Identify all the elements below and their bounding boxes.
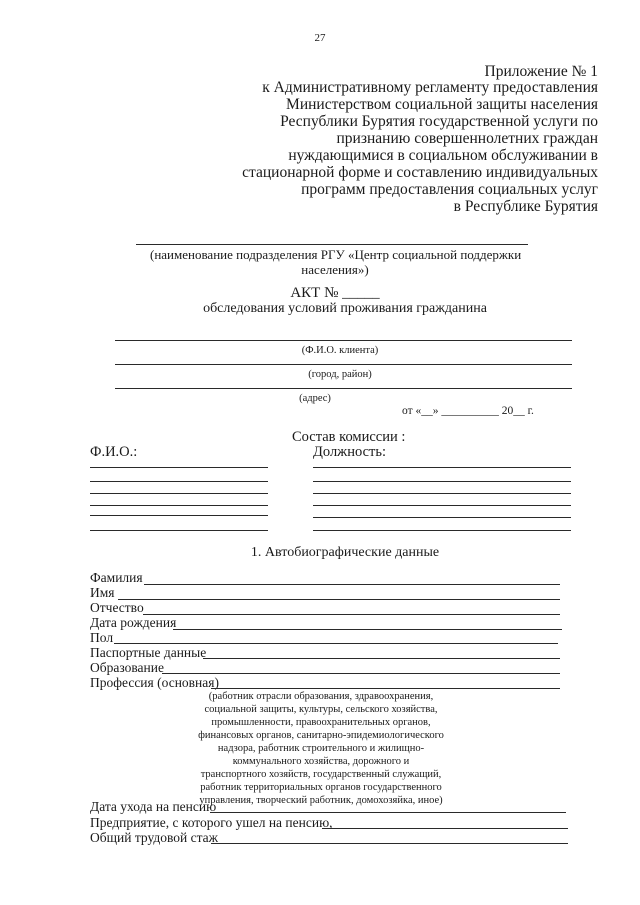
- profession-note: надзора, работник строительного и жилищно-: [217, 743, 425, 754]
- commission-fio-line: [90, 530, 268, 531]
- work-experience-label: Общий трудовой стаж: [90, 830, 218, 845]
- commission-fio-line: [90, 467, 268, 468]
- name-label: Имя: [90, 585, 115, 600]
- education-line: [162, 673, 560, 674]
- appendix-title: Приложение № 1: [484, 63, 598, 80]
- appendix-line: Республики Бурятия государственной услуги по: [280, 113, 598, 130]
- commission-position-line: [313, 467, 571, 468]
- passport-label: Паспортные данные: [90, 645, 207, 660]
- profession-note: социальной защиты, культуры, сельского хозяйства,: [204, 704, 438, 715]
- commission-fio-line: [90, 493, 268, 494]
- org-caption: (наименование подразделения РГУ «Центр социальной поддержки: [150, 247, 522, 262]
- commission-fio-line: [90, 515, 268, 516]
- employer-label: Предприятие, с которого ушел на пенсию,: [90, 815, 333, 830]
- client-fio-caption: (Ф.И.О. клиента): [301, 345, 379, 356]
- education-label: Образование: [90, 660, 164, 675]
- commission-position-line: [313, 493, 571, 494]
- profession-line: [211, 688, 560, 689]
- profession-note: транспортного хозяйств, государственный служащий,: [200, 769, 442, 780]
- sex-label: Пол: [90, 630, 114, 645]
- patronymic-line: [143, 614, 560, 615]
- appendix-line: нуждающимися в социальном обслуживании в: [288, 147, 598, 164]
- birth-date-line: [173, 629, 562, 630]
- appendix-line: признанию совершеннолетних граждан: [336, 130, 598, 147]
- sex-line: [114, 643, 558, 644]
- section-title: 1. Автобиографические данные: [250, 545, 440, 560]
- commission-position-line: [313, 517, 571, 518]
- appendix-line: Министерством социальной защиты населения: [286, 96, 598, 113]
- profession-label: Профессия (основная): [90, 675, 219, 690]
- name-line: [118, 599, 560, 600]
- act-subtitle: обследования условий проживания гражданина: [203, 301, 487, 316]
- retirement-date-label: Дата ухода на пенсию: [90, 799, 217, 814]
- act-date: от «__» __________ 20__ г.: [402, 405, 534, 417]
- commission-position-line: [313, 481, 571, 482]
- appendix-line: в Республике Бурятия: [453, 198, 598, 215]
- commission-position-label: Должность:: [313, 444, 386, 460]
- page-number: 27: [314, 32, 326, 44]
- profession-note: коммунального хозяйства, дорожного и: [232, 756, 410, 767]
- client-city-caption: (город, район): [308, 369, 372, 380]
- commission-fio-line: [90, 505, 268, 506]
- org-caption: населения»): [301, 262, 369, 277]
- patronymic-label: Отчество: [90, 600, 144, 615]
- employer-line: [322, 828, 568, 829]
- profession-note: работник территориальных органов государственного: [200, 782, 442, 793]
- appendix-line: к Административному регламенту предоставления: [262, 79, 598, 96]
- commission-position-line: [313, 505, 571, 506]
- client-address-caption: (адрес): [299, 393, 331, 404]
- profession-note: финансовых органов, санитарно-эпидемиологического: [198, 730, 444, 741]
- client-fio-line: [115, 340, 572, 341]
- appendix-line: стационарной форме и составлению индивидуальных: [242, 164, 598, 181]
- commission-title: Состав комиссии :: [292, 429, 406, 445]
- org-name-line: [136, 244, 528, 245]
- profession-note: управления, творческий работник, домохозяйка, иное): [199, 795, 443, 806]
- client-city-line: [115, 364, 572, 365]
- surname-label: Фамилия: [90, 570, 143, 585]
- commission-position-line: [313, 530, 571, 531]
- surname-line: [144, 584, 560, 585]
- birth-date-label: Дата рождения: [90, 615, 177, 630]
- client-address-line: [115, 388, 572, 389]
- commission-fio-label: Ф.И.О.:: [90, 444, 138, 460]
- act-title: АКТ № _____: [290, 285, 380, 301]
- profession-note: промышленности, правоохранительных органов,: [211, 717, 431, 728]
- work-experience-line: [211, 843, 568, 844]
- retirement-date-line: [210, 812, 566, 813]
- commission-fio-line: [90, 481, 268, 482]
- profession-note: (работник отрасли образования, здравоохранения,: [208, 691, 434, 702]
- appendix-line: программ предоставления социальных услуг: [301, 181, 598, 198]
- passport-line: [203, 658, 560, 659]
